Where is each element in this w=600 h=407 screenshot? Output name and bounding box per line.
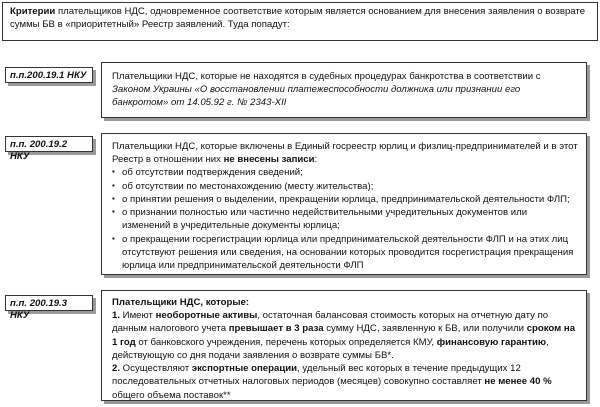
s3-p2-d: не менее 40 %: [484, 376, 552, 388]
s3-p2-c: , удельный вес которых в течение предыдущих 12 последовательных отчетных налоговых периодов (месяцев) совокупно составляет: [112, 363, 521, 388]
s3-p1-d: превышает в 3 раза: [228, 323, 324, 335]
s2-item: ▪ о признании полностью или частично недействительными учредительных документов или изменений в учредительные документы юрлица;: [112, 206, 578, 232]
s2-label: п.п. 200.19.2 НКУ: [5, 136, 93, 152]
s1-law: Законом Украины «О восстановлении платежеспособности должника или признании его банкротом» от 14.05.92 г. № 2343-XII: [112, 84, 521, 109]
s2-text-a: Плательщики НДС, которые включены в Единый госреестр юрлиц и физлиц-предпринимателей и в этот Реестр в отношении них: [112, 141, 578, 166]
s3-heading: Плательщики НДС, которые:: [112, 297, 250, 308]
s2-text-bold: не внесены записи: [223, 154, 315, 166]
s2-item: ▪ об отсутствии подтверждения сведений;: [112, 166, 578, 179]
intro-box: [2, 2, 598, 41]
intro-rest: плательщиков НДС, одновременное соответствие которым является основанием для внесения заявления о возврате суммы БВ в «приоритетный» Реестр заявлений. Туда попадут:: [10, 6, 586, 31]
s3-p1-g: от банковского учреждения, перечень которых определяется КМУ,: [135, 336, 437, 348]
s2-intro: [112, 140, 578, 166]
s1-content-box: [101, 62, 587, 118]
s3-point-1: [112, 309, 578, 362]
s3-p1-c: , остаточная балансовая стоимость которых на отчетную дату по данным налогового учета: [112, 310, 549, 335]
s3-p2-a: Осуществляют: [120, 363, 192, 375]
s2-item: ▪ о прекращении госрегистрации юрлица или предпринимательской деятельности ФЛП и на этих лиц отсутствуют решения или сведения, на основании которых проводится госрегистрация прекращения юрлица или предпринимательской деятельности ФЛП: [112, 233, 578, 273]
s3-p1-f: сроком на 1 год: [112, 323, 576, 348]
s2-text-b: :: [314, 154, 318, 166]
s3-p2-e: общего объема поставок**: [112, 389, 231, 401]
s3-p2-b: экспортные операции: [191, 363, 298, 375]
s3-p1-b: необоротные активы: [155, 310, 258, 322]
s1-main: Плательщики НДС, которые не находятся в судебных процедурах банкротства в соответствии с: [112, 71, 541, 82]
s3-point-2: [112, 362, 578, 402]
s2-item: ▪ об отсутствии по местонахождению (месту жительства);: [112, 180, 578, 193]
s3-p1-a: Имеют: [120, 310, 156, 322]
s2-list: [112, 166, 578, 272]
s1-label: п.п.200.19.1 НКУ: [5, 67, 93, 83]
s3-p1-num: 1.: [112, 310, 121, 322]
s3-p2-num: 2.: [112, 363, 121, 375]
s3-label: п.п. 200.19.3 НКУ: [5, 295, 93, 311]
s1-text: [112, 70, 578, 110]
intro-bold: Критерии: [10, 6, 56, 17]
s2-item: ▪ о принятии решения о выделении, прекращении юрлица, предпринимательской деятельности ФЛП;: [112, 193, 578, 206]
s3-p1-i: , действующую со дня подачи заявления о возврате суммы БВ*.: [112, 336, 549, 361]
intro-text: [10, 5, 590, 31]
s2-content-box: [101, 133, 587, 275]
s3-p1-e: сумму НДС, заявленную к БВ, или получили: [323, 323, 527, 335]
s3-p1-h: финансовую гарантию: [436, 336, 547, 348]
s3-content-box: [101, 290, 587, 401]
